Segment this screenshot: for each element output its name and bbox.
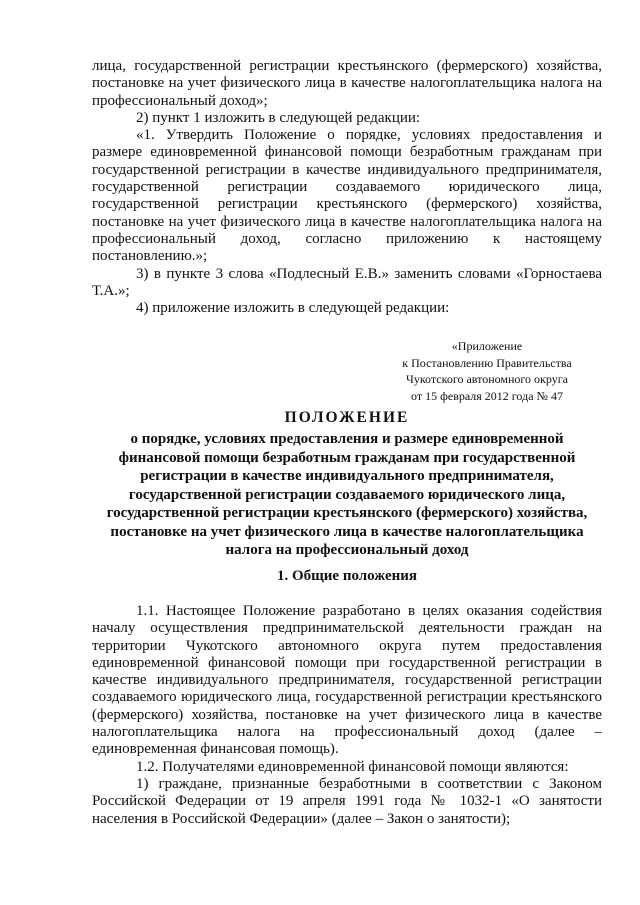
section-heading: 1. Общие положения [276,568,418,584]
document-subtitle: о порядке, условиях предоставления и размере единовременной финансовой помощи безработным гражданам при государственной регистрации в качестве индивидуального предпринимателя, государственной регистрации создаваемого юридического лица, государственной регистрации крестьянского (фермерского) хозяйства, постановке на учет физического лица в качестве налогоплательщика налога на профессиональный доход [106,431,588,558]
clause-1-1: 1.1. Настоящее Положение разработано в целях оказания содействия началу осуществления предпринимательской деятельности граждан на территории Чукотского автономного округа путем предоставления единовременной финансовой помощи при государственной регистрации в качестве индивидуального предпринимателя, государственной регистрации создаваемого юридического лица, государственной регистрации крестьянского (фермерского) хозяйства, постановке на учет физического лица в качестве налогоплательщика налога на профессиональный доход (далее – единовременная финансовая помощь). [92,603,602,758]
appendix-line: к Постановлению Правительства [402,355,572,370]
top-text-block [92,58,602,317]
amendment-item-2: 2) пункт 1 изложить в следующей редакции: [136,109,421,126]
appendix-line: от 15 февраля 2012 года № 47 [411,388,563,403]
appendix-line: «Приложение [451,339,523,353]
document-title: ПОЛОЖЕНИЕ [284,409,410,426]
amendment-item-3: 3) в пункте 3 слова «Подлесный Е.В.» заменить словами «Горностаева Т.А.»; [92,265,602,299]
clause-1-2: 1.2. Получателями единовременной финансовой помощи являются: [136,758,569,775]
section-text-block [92,603,602,828]
clause-1-2-item-1: 1) граждане, признанные безработными в соответствии с Законом Российской Федерации от 19 апреля 1991 года № 1032-1 «О занятости населения в Российской Федерации» (далее – Закон о занятости); [92,775,602,827]
appendix-line: Чукотского автономного округа [406,372,568,386]
appendix-reference [368,338,606,404]
paragraph-line: лица, государственной регистрации крестьянского (фермерского) хозяйства, [92,58,602,74]
amendment-item-4: 4) приложение изложить в следующей редакции: [136,300,450,317]
amendment-quote-point-1: «1. Утвердить Положение о порядке, условиях предоставления и размере единовременной финансовой помощи безработным гражданам при государственной регистрации в качестве индивидуального предпринимателя, государственной регистрации создаваемого юридического лица, государственной регистрации крестьянского (фермерского) хозяйства, постановке на учет физического лица в качестве налогоплательщика налога на профессиональный доход, согласно приложению к настоящему постановлению.»; [92,127,602,265]
paragraph-line: постановке на учет физического лица в качестве налогоплательщика налога на [92,75,602,92]
paragraph-line: профессиональный доход»; [92,92,268,109]
